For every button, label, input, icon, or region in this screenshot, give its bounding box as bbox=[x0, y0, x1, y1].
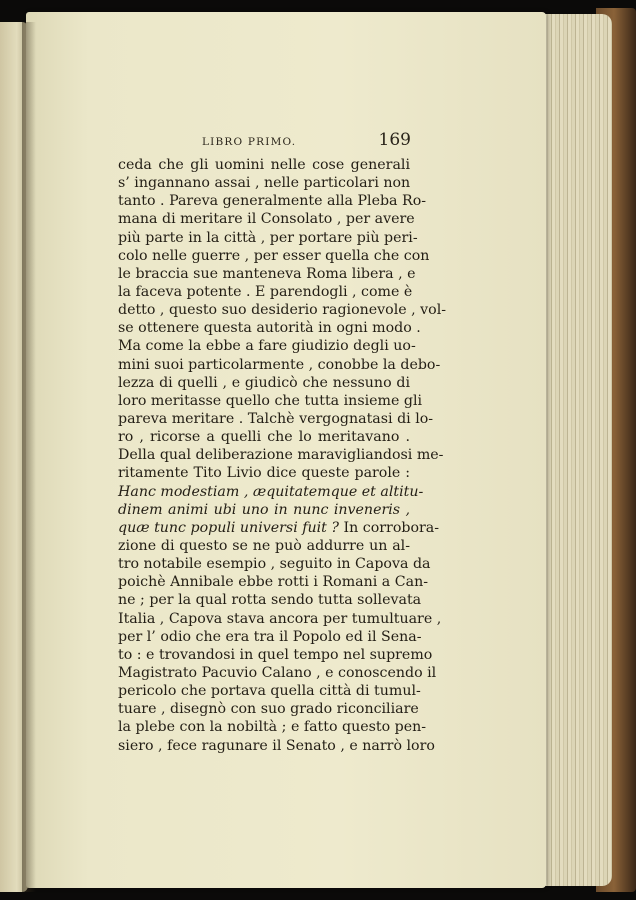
text-line: mini suoi particolarmente , conobbe la debo- bbox=[118, 356, 441, 373]
latin-quote-line: Hanc modestiam , æquitatemque et altitu- bbox=[118, 483, 424, 500]
running-title: LIBRO PRIMO. bbox=[202, 136, 297, 148]
gutter-shadow bbox=[22, 22, 36, 892]
text-line: le braccia sue manteneva Roma libera , e bbox=[118, 265, 416, 282]
text-line: tuare , disegnò con suo grado riconciliare bbox=[118, 701, 419, 718]
text-line: Italia , Capova stava ancora per tumultuare , bbox=[118, 610, 442, 627]
text-line-part: In corrobora- bbox=[339, 519, 440, 536]
text-line: mana di meritare il Consolato , per avere bbox=[118, 211, 415, 228]
text-line: loro meritasse quello che tutta insieme gli bbox=[118, 392, 423, 409]
text-line: poichè Annibale ebbe rotti i Romani a Can- bbox=[118, 574, 429, 591]
page-number: 169 bbox=[378, 130, 411, 150]
text-line: to : e trovandosi in quel tempo nel supremo bbox=[118, 646, 433, 663]
text-line: ritamente Tito Livio dice queste parole : bbox=[118, 465, 410, 482]
text-line: più parte in la città , per portare più peri- bbox=[118, 229, 418, 246]
text-line: Ma come la ebbe a fare giudizio degli uo- bbox=[118, 338, 416, 355]
text-line: per l’ odio che era tra il Popolo ed il Sena- bbox=[118, 628, 422, 645]
text-line: colo nelle guerre , per esser quella che con bbox=[118, 247, 430, 264]
text-line: Magistrato Pacuvio Calano , e conoscendo il bbox=[118, 664, 437, 681]
running-head bbox=[186, 130, 411, 154]
text-line: ro , ricorse a quelli che lo meritavano . bbox=[118, 429, 410, 446]
text-line: se ottenere questa autorità in ogni modo . bbox=[118, 320, 421, 337]
text-line: la faceva potente . E parendogli , come è bbox=[118, 283, 413, 300]
latin-quote-end: quæ tunc populi universi fuit ? bbox=[118, 519, 340, 536]
text-line: pericolo che portava quella città di tumul- bbox=[118, 683, 421, 700]
text-line: pareva meritare . Talchè vergognatasi di lo- bbox=[118, 410, 434, 427]
text-line-mixed bbox=[118, 519, 440, 537]
text-line: s’ ingannano assai , nelle particolari non bbox=[118, 175, 411, 192]
text-line: zione di questo se ne può addurre un al- bbox=[118, 537, 410, 554]
latin-quote-line: dinem animi ubi uno in nunc inveneris , bbox=[118, 501, 410, 518]
text-line: detto , questo suo desiderio ragionevole , vol- bbox=[118, 302, 447, 319]
text-line: ceda che gli uomini nelle cose generali bbox=[118, 157, 410, 173]
text-line: ne ; per la qual rotta sendo tutta sollevata bbox=[118, 592, 422, 609]
text-line: tanto . Pareva generalmente alla Pleba Ro- bbox=[118, 193, 427, 210]
text-line: tro notabile esempio , seguito in Capova da bbox=[118, 556, 431, 573]
text-line: Della qual deliberazione maravigliandosi me- bbox=[118, 447, 444, 464]
text-line: lezza di quelli , e giudicò che nessuno di bbox=[118, 374, 410, 391]
text-line: la plebe con la nobiltà ; e fatto questo pen- bbox=[118, 719, 427, 736]
body-text bbox=[118, 156, 447, 755]
text-line: siero , fece ragunare il Senato , e narrò loro bbox=[118, 737, 435, 754]
book-page bbox=[26, 12, 546, 888]
